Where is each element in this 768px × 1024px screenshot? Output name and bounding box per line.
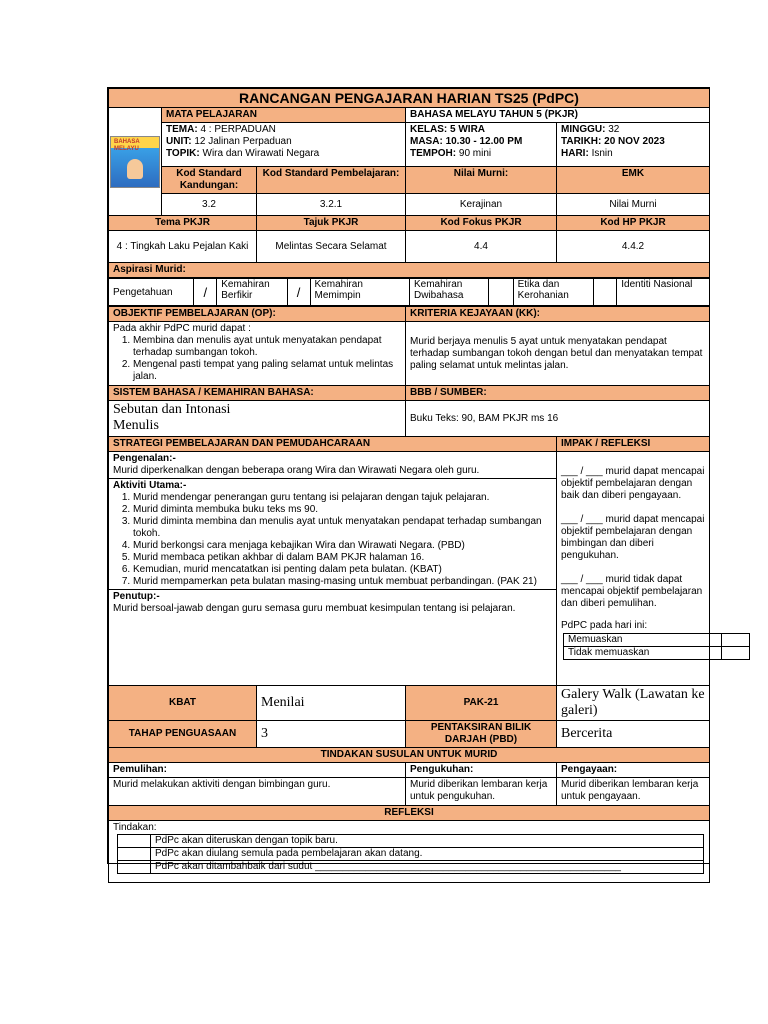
tajuk-pkjr-value: Melintas Secara Selamat	[257, 231, 406, 263]
aspirasi-berfikir: Kemahiran Berfikir	[217, 279, 287, 306]
tema-value: 4 : PERPADUAN	[200, 124, 276, 135]
aspirasi-dwibahasa: Kemahiran Dwibahasa	[410, 279, 489, 306]
pengukuhan-label: Pengukuhan:	[406, 763, 557, 778]
tempoh-label: TEMPOH:	[410, 148, 457, 159]
objektif-item: 1. Membina dan menulis ayat untuk menyatakan pendapat terhadap sumbangan tokoh.	[133, 335, 401, 359]
nilai-murni-value: Kerajinan	[406, 194, 557, 216]
minggu-label: MINGGU:	[561, 124, 606, 135]
aktiviti-item: 6. Kemudian, murid mencatatkan isi penting dalam peta bulatan. (KBAT)	[133, 564, 552, 576]
aspirasi-identiti: Identiti Nasional	[617, 279, 709, 306]
tema-pkjr-header: Tema PKJR	[109, 216, 257, 231]
kod-fokus-header: Kod Fokus PKJR	[406, 216, 557, 231]
pbd-value: Bercerita	[557, 721, 710, 748]
refleksi-checkbox[interactable]	[118, 848, 151, 861]
pengayaan-label: Pengayaan:	[557, 763, 710, 778]
standard-kandungan-value: 3.2	[162, 194, 257, 216]
refleksi-option: PdPc akan ditambahbaik dari sudut _______________________________________________________	[151, 861, 704, 874]
tindakan-label: Tindakan:	[113, 822, 157, 833]
aktiviti-list	[113, 492, 552, 588]
option-tidak-memuaskan-checkbox[interactable]	[722, 647, 750, 660]
kbat-label: KBAT	[109, 686, 257, 721]
aspirasi-row	[109, 278, 710, 307]
sistem-line-2: Menulis	[113, 418, 159, 433]
pak21-value: Galery Walk (Lawatan ke galeri)	[557, 686, 710, 721]
refleksi-options	[117, 834, 704, 874]
week-date-cell	[557, 123, 710, 167]
objektif-content	[109, 322, 406, 386]
kbat-value: Menilai	[257, 686, 406, 721]
nilai-murni-header: Nilai Murni:	[406, 167, 557, 194]
aspirasi-pengetahuan-mark[interactable]: /	[194, 279, 217, 306]
unit-label: UNIT:	[166, 136, 192, 147]
aspirasi-table	[109, 278, 709, 306]
tarikh-value: 20 NOV 2023	[604, 136, 665, 147]
textbook-cover	[109, 108, 162, 216]
aspirasi-etika: Etika dan Kerohanian	[513, 279, 594, 306]
option-memuaskan: Memuaskan	[564, 634, 722, 647]
hari-value: Isnin	[591, 148, 613, 159]
textbook-cover-image	[110, 136, 160, 188]
aktiviti-label: Aktiviti Utama:-	[113, 480, 187, 491]
unit-value: 12 Jalinan Perpaduan	[194, 136, 292, 147]
tema-label: TEMA:	[166, 124, 198, 135]
impak-line: ___ / ___ murid dapat mencapai objektif pembelajaran dengan bimbingan dan diberi pengukuhan.	[561, 514, 705, 561]
aspirasi-etika-mark[interactable]	[594, 279, 617, 306]
kriteria-content: Murid berjaya menulis 5 ayat untuk menyatakan pendapat terhadap sumbangan tokoh dengan betul dan menyatakan tempat paling selamat untuk melintas jalan.	[406, 322, 710, 386]
subject-value: BAHASA MELAYU TAHUN 5 (PKJR)	[406, 108, 710, 123]
pbd-label: PENTAKSIRAN BILIK DARJAH (PBD)	[406, 721, 557, 748]
lesson-topic-cell	[162, 123, 406, 167]
kelas-label: KELAS:	[410, 124, 448, 135]
pemulihan-label: Pemulihan:	[109, 763, 406, 778]
kod-fokus-value: 4.4	[406, 231, 557, 263]
aspirasi-pengetahuan: Pengetahuan	[109, 279, 194, 306]
aktiviti-item: 3. Murid diminta membina dan menulis ayat untuk menyatakan pendapat terhadap sumbangan tokoh.	[133, 516, 552, 540]
topik-value: Wira dan Wirawati Negara	[202, 148, 320, 159]
objektif-item: 2. Mengenal pasti tempat yang paling selamat untuk melintas jalan.	[133, 359, 401, 383]
bbb-content: Buku Teks: 90, BAM PKJR ms 16	[406, 401, 710, 437]
option-memuaskan-checkbox[interactable]	[722, 634, 750, 647]
lesson-plan-document	[107, 87, 710, 872]
refleksi-checkbox[interactable]	[118, 861, 151, 874]
penutup-label: Penutup:-	[113, 591, 160, 602]
standard-kandungan-header: Kod Standard Kandungan:	[162, 167, 257, 194]
kod-hp-header: Kod HP PKJR	[557, 216, 710, 231]
lesson-plan-table	[108, 88, 710, 883]
strategi-content	[109, 452, 557, 686]
aktiviti-item: 1. Murid mendengar penerangan guru tentang isi pelajaran dengan tajuk pelajaran.	[133, 492, 552, 504]
class-time-cell	[406, 123, 557, 167]
refleksi-checkbox[interactable]	[118, 835, 151, 848]
pengukuhan-text: Murid diberikan lembaran kerja untuk pengukuhan.	[406, 778, 557, 806]
penutup-section	[109, 590, 556, 616]
tahap-value: 3	[257, 721, 406, 748]
option-tidak-memuaskan: Tidak memuaskan	[564, 647, 722, 660]
impak-label: IMPAK / REFLEKSI	[557, 437, 710, 452]
aktiviti-section	[109, 479, 556, 590]
pemulihan-text: Murid melakukan aktiviti dengan bimbingan guru.	[109, 778, 406, 806]
pengenalan-text: Murid diperkenalkan dengan beberapa orang Wira dan Wirawati Negara oleh guru.	[113, 465, 480, 476]
susulan-label: TINDAKAN SUSULAN UNTUK MURID	[109, 748, 710, 763]
refleksi-option: PdPc akan diulang semula pada pembelajaran akan datang.	[151, 848, 704, 861]
aktiviti-item: 7. Murid mempamerkan peta bulatan masing-masing untuk membuat perbandingan. (PAK 21)	[133, 576, 552, 588]
impak-hari-ini: PdPC pada hari ini:	[561, 620, 648, 631]
minggu-value: 32	[608, 124, 620, 135]
hari-label: HARI:	[561, 148, 589, 159]
standard-pembelajaran-value: 3.2.1	[257, 194, 406, 216]
kriteria-label: KRITERIA KEJAYAAN (KK):	[406, 307, 710, 322]
pengenalan-section	[109, 452, 556, 479]
masa-label: MASA:	[410, 136, 443, 147]
impak-content	[557, 452, 710, 686]
aspirasi-memimpin: Kemahiran Memimpin	[310, 279, 409, 306]
tajuk-pkjr-header: Tajuk PKJR	[257, 216, 406, 231]
impak-options	[563, 633, 750, 660]
emk-header: EMK	[557, 167, 710, 194]
subject-label: MATA PELAJARAN	[162, 108, 406, 123]
impak-line: ___ / ___ murid tidak dapat mencapai objektif pembelajaran dan diberi pemulihan.	[561, 574, 703, 609]
objektif-label: OBJEKTIF PEMBELAJARAN (OP):	[109, 307, 406, 322]
objektif-list	[113, 335, 401, 383]
sistem-line-1: Sebutan dan Intonasi	[113, 402, 231, 417]
tempoh-value: 90 mini	[458, 148, 492, 159]
masa-value: 10.30 - 12.00 PM	[445, 136, 523, 147]
strategi-label: STRATEGI PEMBELAJARAN DAN PEMUDAHCARAAN	[109, 437, 557, 452]
refleksi-option: PdPc akan diteruskan dengan topik baru.	[151, 835, 704, 848]
sistem-bahasa-label: SISTEM BAHASA / KEMAHIRAN BAHASA:	[109, 386, 406, 401]
cover-title: BAHASA MELAYU	[114, 138, 140, 152]
aspirasi-label: Aspirasi Murid:	[109, 263, 710, 278]
aktiviti-item: 5. Murid membaca petikan akhbar di dalam BAM PKJR halaman 16.	[133, 552, 552, 564]
sistem-bahasa-content	[109, 401, 406, 437]
refleksi-label: REFLEKSI	[109, 806, 710, 821]
penutup-text: Murid bersoal-jawab dengan guru semasa guru membuat kesimpulan tentang isi pelajaran.	[113, 603, 516, 614]
cover-figure	[127, 159, 143, 179]
document-title: RANCANGAN PENGAJARAN HARIAN TS25 (PdPC)	[109, 89, 710, 108]
pengenalan-label: Pengenalan:-	[113, 453, 176, 464]
objektif-intro: Pada akhir PdPC murid dapat :	[113, 323, 251, 334]
aktiviti-item: 2. Murid diminta membuka buku teks ms 90.	[133, 504, 552, 516]
pengayaan-text: Murid diberikan lembaran kerja untuk pengayaan.	[557, 778, 710, 806]
standard-pembelajaran-header: Kod Standard Pembelajaran:	[257, 167, 406, 194]
topik-label: TOPIK:	[166, 148, 200, 159]
kelas-value: 5 WIRA	[450, 124, 486, 135]
kod-hp-value: 4.4.2	[557, 231, 710, 263]
aspirasi-dwibahasa-mark[interactable]	[488, 279, 513, 306]
bbb-label: BBB / SUMBER:	[406, 386, 710, 401]
tema-pkjr-value: 4 : Tingkah Laku Pejalan Kaki	[109, 231, 257, 263]
tahap-label: TAHAP PENGUASAAN	[109, 721, 257, 748]
aktiviti-item: 4. Murid berkongsi cara menjaga kebajikan Wira dan Wirawati Negara. (PBD)	[133, 540, 552, 552]
tarikh-label: TARIKH:	[561, 136, 602, 147]
impak-line: ___ / ___ murid dapat mencapai objektif pembelajaran dengan baik dan diberi pengayaan.	[561, 466, 705, 501]
refleksi-content	[109, 821, 710, 883]
pak21-label: PAK-21	[406, 686, 557, 721]
aspirasi-berfikir-mark[interactable]: /	[287, 279, 310, 306]
emk-value: Nilai Murni	[557, 194, 710, 216]
